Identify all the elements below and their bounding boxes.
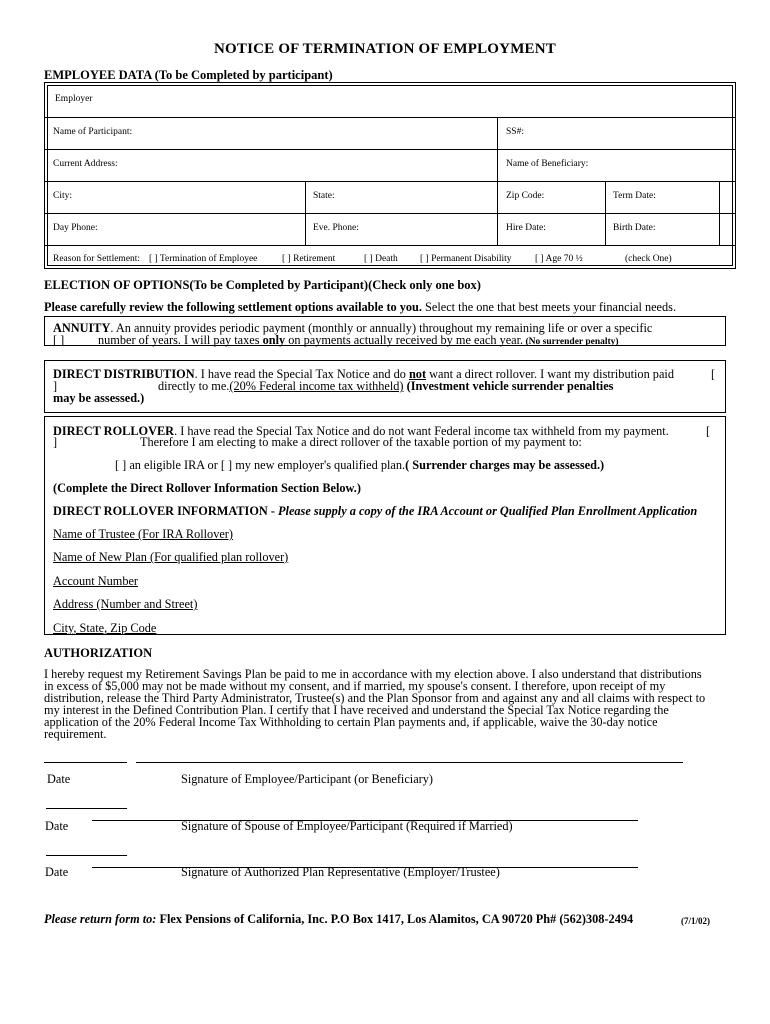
- direct-distribution-option: [44, 360, 726, 413]
- dr-checkbox-open[interactable]: [: [706, 424, 711, 438]
- dd-withheld-text: (20% Federal income tax withheld): [229, 379, 404, 393]
- dd-penalty-text: (Investment vehicle surrender penalties: [403, 379, 614, 393]
- annuity-text-1: . An annuity provides periodic payment (monthly or annually) throughout my remaining life or over a specific: [110, 321, 653, 335]
- rollover-info-heading: [53, 506, 697, 517]
- annuity-label: ANNUITY: [53, 321, 111, 335]
- check-one-note: (check One): [625, 254, 672, 264]
- reason-label: Reason for Settlement:: [53, 254, 141, 264]
- current-address-field[interactable]: Current Address:: [53, 159, 118, 169]
- city-state-zip-field[interactable]: City, State, Zip Code: [53, 621, 157, 635]
- election-heading: ELECTION OF OPTIONS(To be Completed by Participant)(Check only one box): [44, 278, 481, 292]
- new-plan-name-field[interactable]: Name of New Plan (For qualified plan rollover): [53, 550, 289, 564]
- dd-checkbox-open[interactable]: [: [711, 367, 716, 381]
- date-label-2: Date: [45, 819, 69, 833]
- authorization-line-4: my interest in the Defined Contribution Plan. I certify that I have received and understand the Special Tax Notice regarding the: [44, 703, 669, 717]
- annuity-penalty-note: (No surrender penalty): [523, 337, 619, 347]
- employer-field[interactable]: Employer: [55, 94, 93, 104]
- reason-termination-checkbox[interactable]: [ ] Termination of Employee: [149, 254, 258, 264]
- authorization-line-3: distribution, release the Third Party Administrator, Trustee(s) and the Plan Sponsor from and against any and all claims with respect to: [44, 691, 706, 705]
- dd-not-text: not: [408, 367, 427, 381]
- review-instruction: [44, 302, 676, 313]
- signature-line-1[interactable]: [136, 762, 683, 763]
- signature-label-employee: Signature of Employee/Participant (or Beneficiary): [181, 772, 433, 786]
- trustee-name-field[interactable]: Name of Trustee (For IRA Rollover): [53, 527, 233, 541]
- dd-text-2a: directly to me.: [158, 379, 230, 393]
- annuity-text-2a: number of years. I will pay taxes: [98, 333, 263, 347]
- dr-checkbox-close[interactable]: ]: [53, 435, 58, 449]
- rollover-info-instruction: Please supply a copy of the IRA Account or Qualified Plan Enrollment Application: [278, 504, 698, 518]
- participant-name-field[interactable]: Name of Participant:: [53, 127, 133, 137]
- rollover-info-label: DIRECT ROLLOVER INFORMATION -: [53, 504, 279, 518]
- date-label-1: Date: [47, 772, 71, 786]
- date-line-2[interactable]: [46, 808, 127, 809]
- annuity-text-2b: on payments actually received by me each year.: [285, 333, 524, 347]
- reason-retirement-checkbox[interactable]: [ ] Retirement: [282, 254, 336, 264]
- reason-death-checkbox[interactable]: [ ] Death: [364, 254, 398, 264]
- direct-rollover-option: [44, 416, 726, 635]
- signature-label-representative: Signature of Authorized Plan Representative (Employer/Trustee): [181, 865, 500, 879]
- date-line-3[interactable]: [46, 855, 127, 856]
- annuity-checkbox[interactable]: [ ]: [53, 333, 65, 347]
- term-date-field[interactable]: Term Date:: [613, 191, 656, 201]
- direct-distribution-line-2: [158, 381, 613, 392]
- footer-address-text: Flex Pensions of California, Inc. P.O Box 1417, Los Alamitos, CA 90720 Ph# (562)308-2494: [156, 912, 634, 926]
- signature-label-spouse: Signature of Spouse of Employee/Participant (Required if Married): [181, 819, 513, 833]
- date-label-3: Date: [45, 865, 69, 879]
- ss-field[interactable]: SS#:: [506, 127, 524, 137]
- annuity-line-2: [98, 335, 619, 348]
- zip-code-field[interactable]: Zip Code:: [506, 191, 545, 201]
- direct-distribution-line-3: may be assessed.): [53, 391, 145, 405]
- hire-date-field[interactable]: Hire Date:: [506, 223, 546, 233]
- footer-return-address: [44, 914, 633, 925]
- rollover-complete-note: (Complete the Direct Rollover Information Section Below.): [53, 481, 361, 495]
- reason-disability-checkbox[interactable]: [ ] Permanent Disability: [420, 254, 512, 264]
- day-phone-field[interactable]: Day Phone:: [53, 223, 98, 233]
- dr-text-1: . I have read the Special Tax Notice and do not want Federal income tax withheld from my payment.: [174, 424, 669, 438]
- rollover-surrender-note: ( Surrender charges may be assessed.): [405, 458, 605, 472]
- dd-text-1b: want a direct rollover. I want my distribution paid: [426, 367, 674, 381]
- state-field[interactable]: State:: [313, 191, 335, 201]
- page-title: NOTICE OF TERMINATION OF EMPLOYMENT: [213, 41, 557, 57]
- authorization-line-1: I hereby request my Retirement Savings Plan be paid to me in accordance with my election above. I also understand that distributions: [44, 667, 702, 681]
- address-field[interactable]: Address (Number and Street): [53, 597, 198, 611]
- date-line-1[interactable]: [44, 762, 127, 763]
- employee-data-table: [44, 82, 736, 269]
- direct-distribution-label: DIRECT DISTRIBUTION: [53, 367, 195, 381]
- city-field[interactable]: City:: [53, 191, 73, 201]
- annuity-only-text: only: [262, 333, 286, 347]
- authorization-line-6: requirement.: [44, 727, 107, 741]
- account-number-field[interactable]: Account Number: [53, 574, 139, 588]
- direct-rollover-line-2: Therefore I am electing to make a direct rollover of the taxable portion of my payment to:: [140, 435, 582, 449]
- beneficiary-name-field[interactable]: Name of Beneficiary:: [506, 159, 589, 169]
- authorization-line-2: in excess of $5,000 may not be made without my consent, and if married, my spouse's consent. I therefore, upon receipt of my: [44, 679, 666, 693]
- footer-italic-label: Please return form to:: [44, 912, 157, 926]
- birth-date-field[interactable]: Birth Date:: [613, 223, 656, 233]
- form-version: (7/1/02): [681, 916, 710, 926]
- review-bold-text: Please carefully review the following settlement options available to you.: [44, 300, 422, 314]
- review-normal-text: Select the one that best meets your financial needs.: [421, 300, 677, 314]
- direct-rollover-label: DIRECT ROLLOVER: [53, 424, 175, 438]
- rollover-choice-text: [ ] an eligible IRA or [ ] my new employer's qualified plan.: [115, 458, 406, 472]
- rollover-choice[interactable]: [115, 460, 604, 471]
- reason-age-checkbox[interactable]: [ ] Age 70 ½: [535, 254, 583, 264]
- eve-phone-field[interactable]: Eve. Phone:: [313, 223, 359, 233]
- dd-checkbox-close[interactable]: ]: [53, 379, 58, 393]
- authorization-heading: AUTHORIZATION: [44, 646, 153, 660]
- employee-data-heading: EMPLOYEE DATA (To be Completed by participant): [44, 68, 333, 82]
- authorization-line-5: application of the 20% Federal Income Tax Withholding to certain Plan payments and, if applicable, waive the 30-day notice: [44, 715, 658, 729]
- dd-text-1a: . I have read the Special Tax Notice and do: [194, 367, 409, 381]
- annuity-option: [44, 316, 726, 346]
